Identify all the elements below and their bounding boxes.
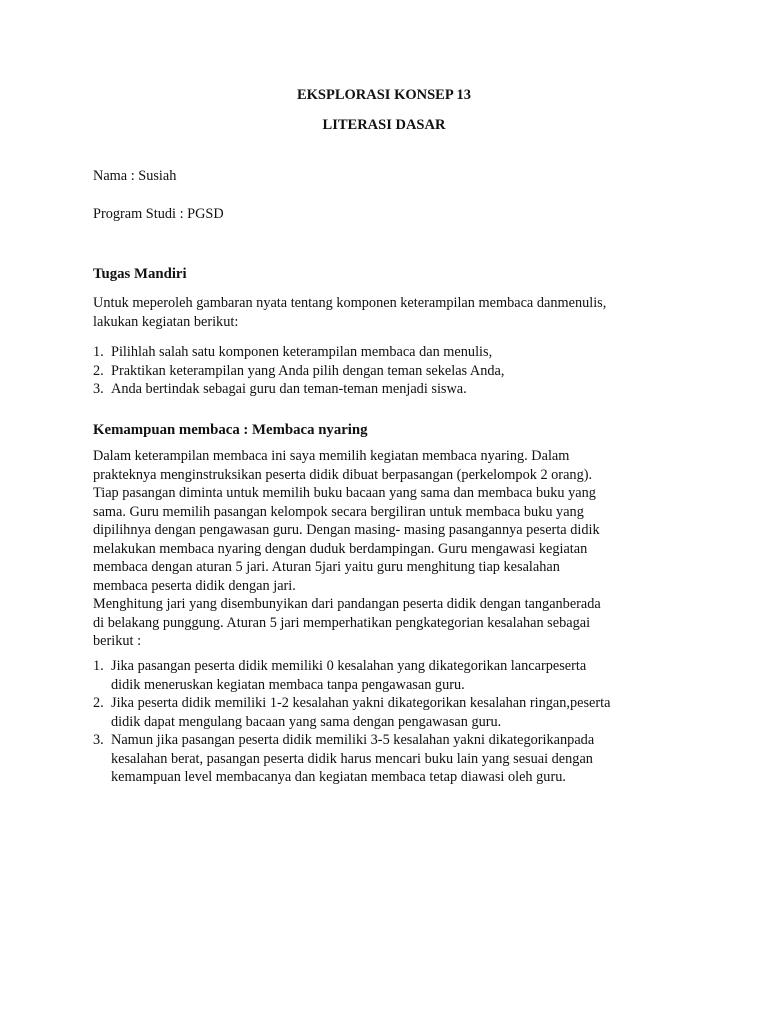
task-steps-list	[93, 343, 693, 399]
body-line: di belakang punggung. Aturan 5 jari memperhatikan pengkategorian kesalahan sebagai	[93, 614, 591, 631]
task-intro-line: lakukan kegiatan berikut:	[93, 313, 239, 330]
list-text: kesalahan berat, pasangan peserta didik harus mencari buku lain yang sesuai dengan	[111, 750, 593, 767]
list-number: 2.	[93, 695, 104, 711]
list-item	[93, 731, 693, 787]
list-item	[93, 343, 693, 362]
list-number: 3.	[93, 381, 104, 397]
list-item	[93, 362, 693, 381]
list-number: 3.	[93, 732, 104, 748]
list-number: 1.	[93, 658, 104, 674]
document-title: EKSPLORASI KONSEP 13	[296, 87, 472, 103]
body-line: melakukan membaca nyaring dengan duduk berdampingan. Guru mengawasi kegiatan	[93, 540, 588, 557]
body-line: dipilihnya dengan pengawasan guru. Dengan masing- masing pasangannya peserta didik	[93, 522, 600, 538]
body-line: membaca dengan aturan 5 jari. Aturan 5jari yaitu guru menghitung tiap kesalahan	[93, 559, 560, 575]
list-number: 2.	[93, 362, 104, 379]
list-text: kemampuan level membacanya dan kegiatan membaca tetap diawasi oleh guru.	[111, 769, 566, 785]
study-program: Program Studi : PGSD	[93, 206, 224, 222]
list-text: Namun jika pasangan peserta didik memiliki 3-5 kesalahan yakni dikategorikanpada	[111, 732, 595, 748]
body-line: berikut :	[93, 633, 142, 649]
list-item	[93, 380, 693, 399]
list-text: didik meneruskan kegiatan membaca tanpa pengawasan guru.	[111, 676, 465, 693]
body-line: membaca peserta didik dengan jari.	[93, 577, 296, 594]
task-intro	[93, 294, 673, 331]
task-heading: Tugas Mandiri	[93, 266, 187, 282]
list-item	[93, 657, 693, 694]
list-number: 1.	[93, 344, 104, 360]
list-text: Jika pasangan peserta didik memiliki 0 kesalahan yang dikategorikan lancarpeserta	[111, 658, 587, 674]
body-line: Menghitung jari yang disembunyikan dari pandangan peserta didik dengan tanganberada	[93, 596, 601, 612]
student-name: Nama : Susiah	[93, 168, 177, 184]
document-subtitle: LITERASI DASAR	[322, 117, 446, 133]
body-line: sama. Guru memilih pasangan kelompok secara bergiliran untuk membaca buku yang	[93, 503, 584, 520]
list-text: didik dapat mengulang bacaan yang sama dengan pengawasan guru.	[111, 713, 502, 730]
list-item	[93, 694, 693, 731]
list-text: Jika peserta didik memiliki 1-2 kesalahan yakni dikategorikan kesalahan ringan,peserta	[111, 695, 611, 711]
section-heading: Kemampuan membaca : Membaca nyaring	[93, 422, 368, 438]
body-line: Tiap pasangan diminta untuk memilih buku bacaan yang sama dan membaca buku yang	[93, 485, 596, 501]
list-text: Pilihlah salah satu komponen keterampilan membaca dan menulis,	[111, 344, 493, 360]
list-text: Praktikan keterampilan yang Anda pilih dengan teman sekelas Anda,	[111, 362, 505, 379]
task-intro-line: Untuk meperoleh gambaran nyata tentang komponen keterampilan membaca danmenulis,	[93, 295, 607, 311]
list-text: Anda bertindak sebagai guru dan teman-teman menjadi siswa.	[111, 381, 467, 397]
rules-list	[93, 657, 693, 787]
body-line: prakteknya menginstruksikan peserta didik dibuat berpasangan (perkelompok 2 orang).	[93, 466, 593, 483]
body-paragraph	[93, 447, 673, 651]
body-line: Dalam keterampilan membaca ini saya memilih kegiatan membaca nyaring. Dalam	[93, 448, 570, 464]
